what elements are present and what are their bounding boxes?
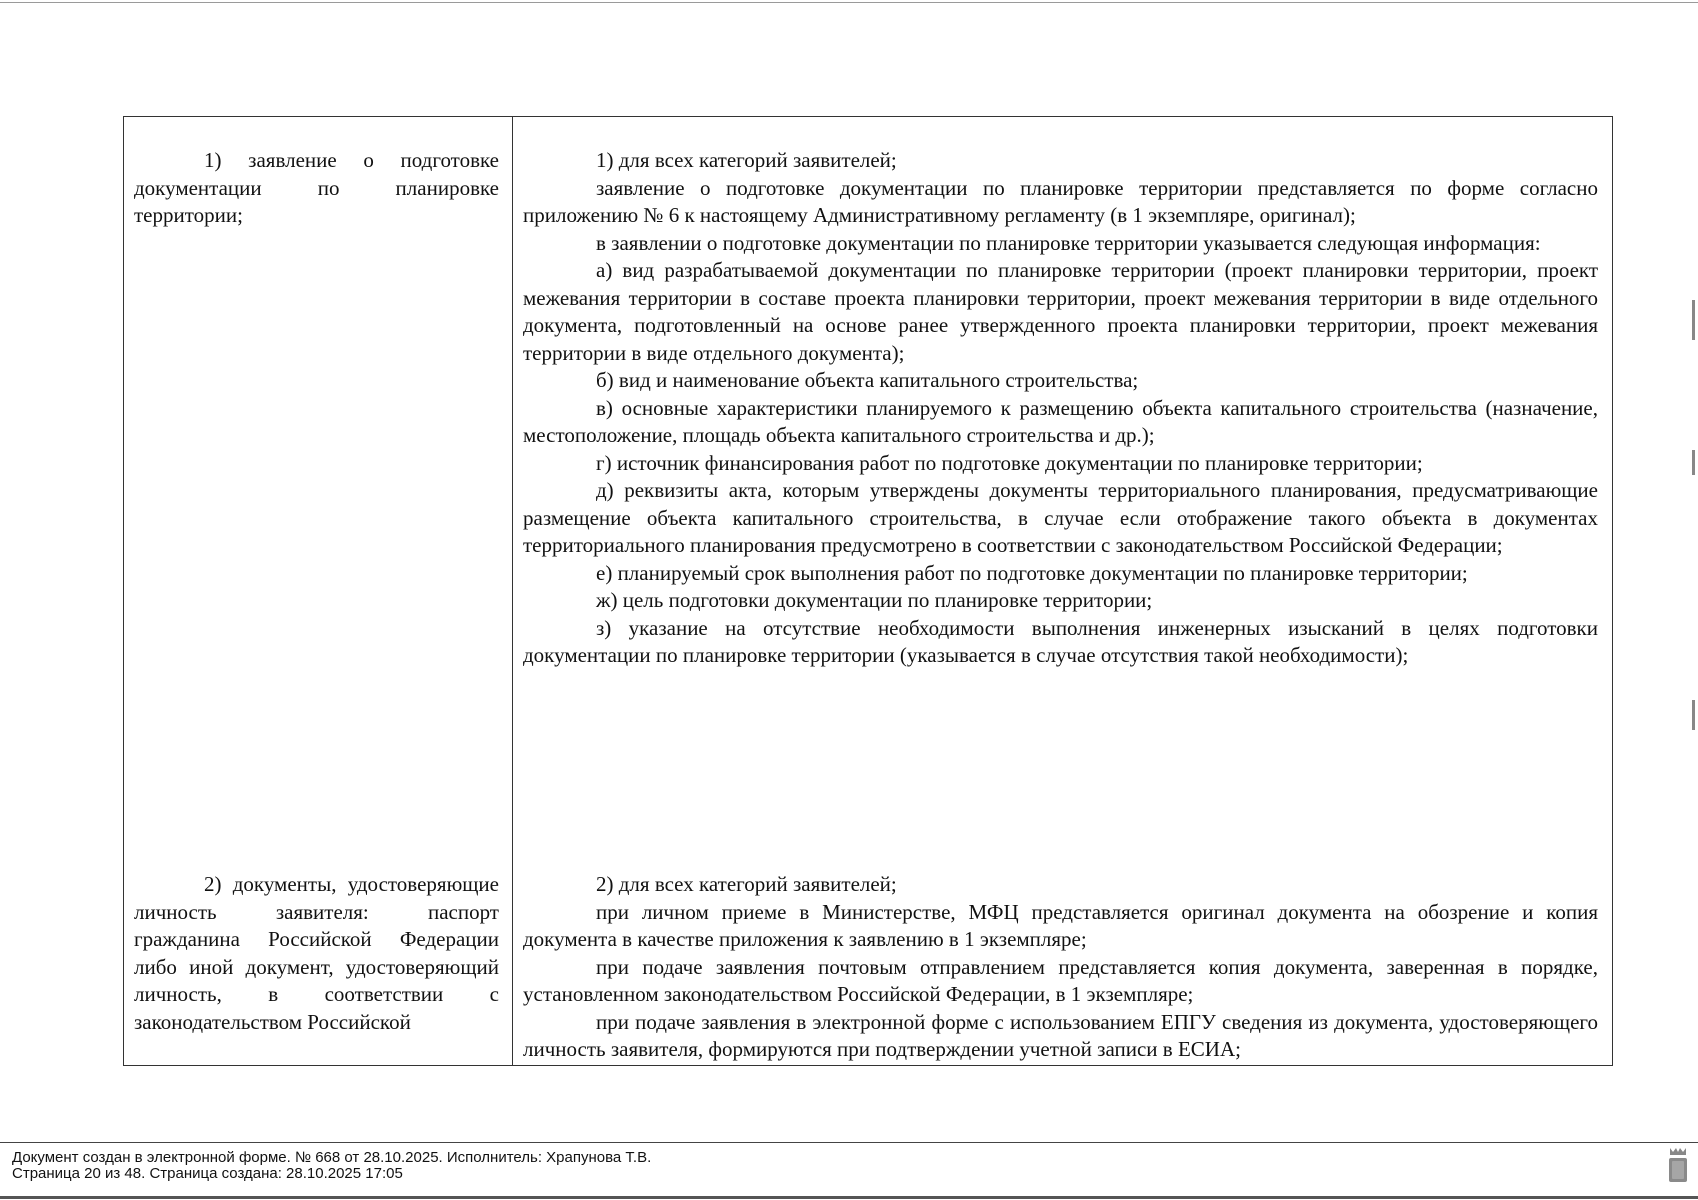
scan-edge-mark	[1692, 450, 1695, 475]
right-paragraph: ж) цель подготовки документации по планировке территории;	[596, 588, 1153, 612]
row1-left-cell: 1) заявление о подготовке документации по планировке территории;	[134, 148, 499, 227]
row2-left-cell: 2) документы, удостоверяющие личность заявителя: паспорт гражданина Российской Федерации либо иной документ, удостоверяющий личность, в соответствии с законодательством Российской	[134, 872, 499, 1034]
right-paragraph: б) вид и наименование объекта капитального строительства;	[596, 368, 1139, 392]
footer-line-2: Страница 20 из 48. Страница создана: 28.10.2025 17:05	[12, 1165, 403, 1182]
scan-top-edge	[0, 2, 1698, 3]
scan-edge-mark	[1692, 700, 1695, 730]
table-left-column	[124, 117, 513, 1065]
right-paragraph: при подаче заявления почтовым отправлением представляется копия документа, заверенная в порядке, установленном законодательством Российской Федерации, в 1 экземпляре;	[523, 954, 1598, 1006]
right-paragraph: г) источник финансирования работ по подготовке документации по планировке территории;	[596, 450, 1423, 475]
right-paragraph: в) основные характеристики планируемого к размещению объекта капитального строительства (назначение, местоположение, площадь объекта капитального строительства и др.);	[523, 395, 1598, 447]
right-paragraph: а) вид разрабатываемой документации по планировке территории (проект планировки территории, проект межевания территории в составе проекта планировки территории, проект межевания территории в виде отдельного документа, подготовленный на основе ранее утвержденного проекта планировки территории, проект межевания территории в виде отдельного документа);	[523, 258, 1598, 365]
right-paragraph: з) указание на отсутствие необходимости выполнения инженерных изысканий в целях подготовки документации по планировке территории (указывается в случае отсутствия такой необходимости);	[523, 615, 1598, 667]
row2-right-cell	[523, 871, 1598, 1064]
scan-edge-mark	[1692, 300, 1695, 340]
right-paragraph: д) реквизиты акта, которым утверждены документы территориального планирования, предусматривающие размещение объекта капитального строительства, в случае если отображение такого объекта в документах территориального планирования предусмотрено в соответствии с законодательством Российской Федерации;	[523, 478, 1598, 557]
right-paragraph: е) планируемый срок выполнения работ по подготовке документации по планировке территории;	[596, 560, 1468, 585]
requirements-table	[123, 116, 1613, 1066]
footer-line-1: Документ создан в электронной форме. № 668 от 28.10.2025. Исполнитель: Храпунова Т.В.	[12, 1149, 652, 1166]
footer-info	[12, 1150, 651, 1182]
right-paragraph: при личном приеме в Министерстве, МФЦ представляется оригинал документа на обозрение и копия документа в качестве приложения к заявлению в 1 экземпляре;	[523, 899, 1598, 951]
right-paragraph: 2) для всех категорий заявителей;	[596, 872, 897, 896]
right-paragraph: при подаче заявления в электронной форме с использованием ЕПГУ сведения из документа, удостоверяющего личность заявителя, формируются при подтверждении учетной записи в ЕСИА;	[523, 1009, 1598, 1061]
scan-bottom-edge	[0, 1196, 1698, 1199]
right-paragraph: 1) для всех категорий заявителей;	[596, 148, 897, 172]
right-paragraph: в заявлении о подготовке документации по планировке территории указывается следующая информация:	[596, 230, 1541, 255]
footer-divider	[0, 1142, 1698, 1143]
emblem-icon	[1667, 1146, 1689, 1184]
row1-right-cell	[523, 147, 1598, 670]
right-paragraph: заявление о подготовке документации по планировке территории представляется по форме согласно приложению № 6 к настоящему Административному регламенту (в 1 экземпляре, оригинал);	[523, 175, 1598, 227]
table-right-column	[513, 117, 1612, 1065]
